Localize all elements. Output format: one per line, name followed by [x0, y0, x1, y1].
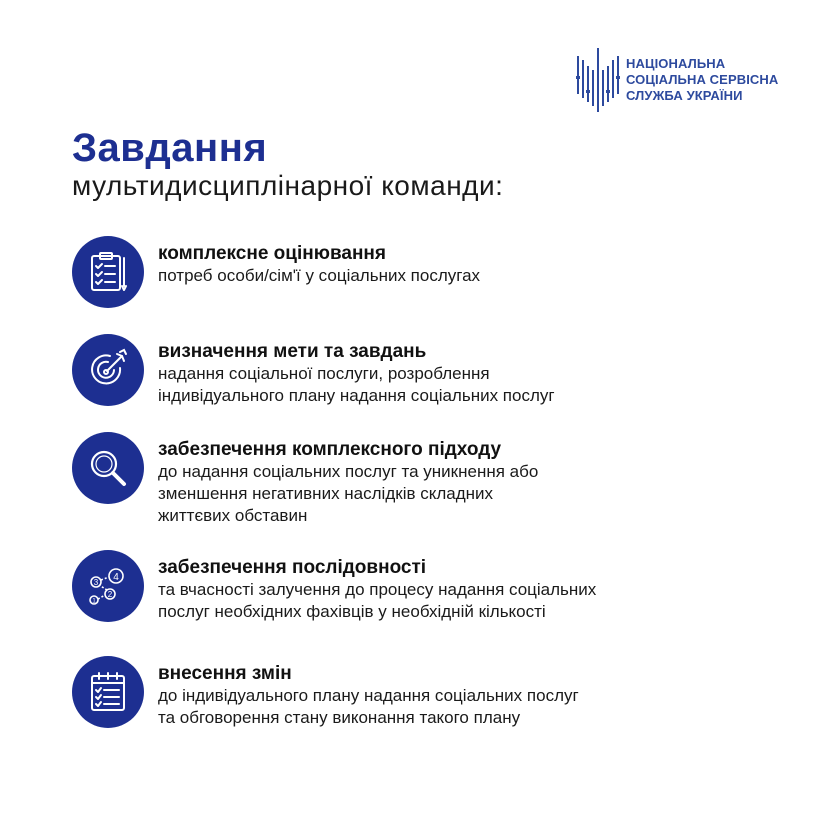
- target-arrow-icon: [72, 334, 144, 406]
- step-number-2: 2: [107, 590, 113, 599]
- task-description-line: та обговорення стану виконання такого плану: [158, 708, 521, 727]
- task-heading: забезпечення комплексного підходу: [158, 439, 502, 460]
- task-description: [158, 685, 579, 729]
- magnifier-icon: [72, 432, 144, 504]
- task-description-line: надання соціальної послуги, розроблення: [158, 364, 490, 383]
- task-heading: визначення мети та завдань: [158, 341, 427, 362]
- task-description-line: потреб особи/сім'ї у соціальних послугах: [158, 266, 481, 285]
- task-item: [72, 550, 596, 623]
- org-logo: [574, 46, 778, 114]
- task-item: [72, 334, 555, 407]
- task-heading: внесення змін: [158, 663, 292, 684]
- step-number-4: 4: [113, 572, 119, 583]
- step-number-1: 1: [92, 598, 96, 605]
- task-item: [72, 432, 538, 527]
- task-description: [158, 265, 480, 287]
- task-description-line: індивідуального плану надання соціальних послуг: [158, 386, 555, 405]
- task-item: [72, 656, 579, 729]
- task-description-line: до надання соціальних послуг та уникнення або: [158, 462, 539, 481]
- task-heading: забезпечення послідовності: [158, 557, 427, 578]
- calendar-checklist-icon: [72, 656, 144, 728]
- task-description: [158, 579, 596, 623]
- task-description: [158, 363, 555, 407]
- step-number-3: 3: [93, 578, 99, 587]
- numbered-steps-icon: [72, 550, 144, 622]
- clipboard-checklist-icon: [72, 236, 144, 308]
- task-description-line: та вчасності залучення до процесу надання соціальних: [158, 580, 597, 599]
- org-name-line2: СОЦІАЛЬНА СЕРВІСНА: [626, 72, 779, 87]
- task-description: [158, 461, 538, 527]
- task-description-line: життєвих обставин: [158, 506, 308, 525]
- task-description-line: зменшення негативних наслідків складних: [158, 484, 494, 503]
- org-name-line1: НАЦІОНАЛЬНА: [626, 56, 726, 71]
- org-name-line3: СЛУЖБА УКРАЇНИ: [626, 88, 743, 103]
- task-item: [72, 236, 480, 308]
- trident-logo-icon: [574, 46, 622, 114]
- task-heading: комплексне оцінювання: [158, 243, 386, 264]
- task-description-line: послуг необхідних фахівців у необхідній кількості: [158, 602, 546, 621]
- page-subtitle: мультидисциплінарної команди:: [72, 170, 504, 201]
- task-description-line: до індивідуального плану надання соціальних послуг: [158, 686, 579, 705]
- org-name: [626, 56, 778, 104]
- page-title: Завдання: [72, 126, 268, 170]
